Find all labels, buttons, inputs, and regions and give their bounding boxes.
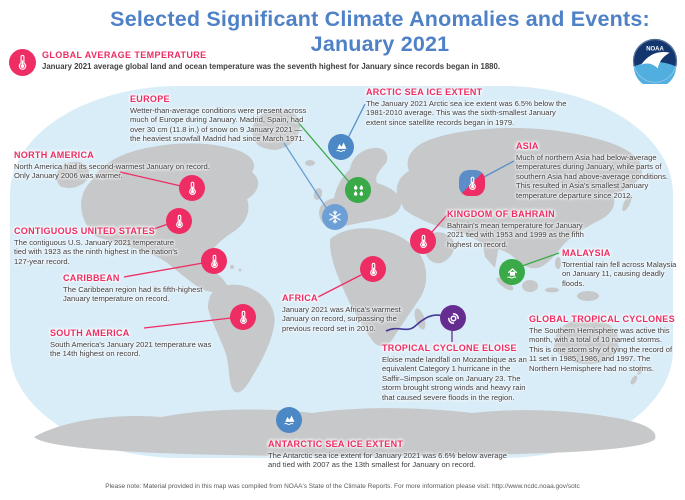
annotation-title-eloise: TROPICAL CYCLONE ELOISE: [382, 343, 517, 353]
thermometer-icon-caribbean: [201, 248, 227, 274]
thermometer-glyph: [185, 181, 200, 196]
noaa-logo-text: NOAA: [646, 46, 664, 53]
thermometer-glyph: [207, 254, 222, 269]
thermometer-glyph: [236, 310, 251, 325]
page-title: Selected Significant Climate Anomalies and Events: January 2021: [110, 7, 650, 56]
flooded-house-icon-malaysia: [499, 259, 525, 285]
thermometer-icon-bahrain: [410, 228, 436, 254]
annotation-body-malaysia: Torrential rain fell across Malaysia on January 11, causing deadly floods.: [562, 259, 677, 288]
annotation-body-antarctic: The Antarctic sea ice extent for January 2021 was 6.6% below average and tied with 2007 as the 13th smallest for January on record.: [268, 450, 507, 470]
thermometer-split-icon-asia: [459, 170, 485, 196]
island-java: [545, 288, 559, 293]
annotation-title-caribbean: CARIBBEAN: [63, 273, 120, 283]
snowflake-icon-spain: [322, 204, 348, 230]
raindrops-glyph: [350, 182, 367, 199]
thermometer-glyph: [416, 234, 431, 249]
annotation-body-africa: January 2021 was Africa's warmest January on record, surpassing the previous record set in 2010.: [282, 304, 401, 333]
annotation-title-asia: ASIA: [516, 141, 539, 151]
annotation-body-north-america: North America had its second-warmest January on record. Only January 2006 was warmer.: [14, 161, 210, 181]
thermometer-icon-south-america: [230, 304, 256, 330]
snowflake-glyph: [327, 209, 343, 225]
annotation-title-north-america: NORTH AMERICA: [14, 150, 95, 160]
iceberg-glyph: [333, 139, 350, 156]
annotation-title-bahrain: KINGDOM OF BAHRAIN: [447, 209, 555, 219]
noaa-logo: [632, 38, 678, 84]
annotation-title-antarctic: ANTARCTIC SEA ICE EXTENT: [268, 439, 404, 449]
annotation-body-south-america: South America's January 2021 temperature was the 14th highest on record.: [50, 339, 212, 359]
raindrops-icon-europe: [345, 177, 371, 203]
island-borneo: [522, 280, 538, 292]
thermometer-icon-africa: [360, 256, 386, 282]
global-header-body: January 2021 average global land and ocean temperature was the seventh highest for January since records began in 1880.: [42, 62, 501, 71]
annotation-asia: [516, 141, 674, 201]
annotation-body-europe: Wetter-than-average conditions were present across much of Europe during January. Madrid, Spain, had over 30 cm (11.8 in.) of snow on 9 January 2021 — the heaviest snowfall Madrid had since March 1971.: [130, 105, 307, 144]
annotation-title-europe: EUROPE: [130, 94, 170, 104]
annotation-body-asia: Much of northern Asia had below-average temperatures during January, while parts of southern Asia had above-average conditions. This resulted in Asia's smallest January temperature departure since 2012.: [516, 152, 668, 201]
island-philippines: [555, 257, 561, 269]
footer-note: Please note: Material provided in this map was compiled from NOAA's State of the Climate Reports. For more information please visit: http://www.ncdc.noaa.gov/sotc: [105, 483, 580, 490]
annotation-body-caribbean: The Caribbean region had its fifth-highest January temperature on record.: [63, 284, 203, 304]
annotation-body-contiguous-us: The contiguous U.S. January 2021 temperature tied with 1923 as the ninth highest in the nation's 127-year record.: [14, 237, 178, 266]
cyclone-glyph: [445, 310, 462, 327]
island-new-guinea: [577, 291, 599, 301]
annotation-title-global-cyclones: GLOBAL TROPICAL CYCLONES: [529, 314, 675, 324]
iceberg-icon-antarctic: [276, 407, 302, 433]
annotation-title-africa: AFRICA: [282, 293, 318, 303]
annotation-title-malaysia: MALAYSIA: [562, 248, 611, 258]
island-iceland: [305, 160, 315, 166]
annotation-title-arctic: ARCTIC SEA ICE EXTENT: [366, 87, 483, 97]
cyclone-icon-eloise: [440, 305, 466, 331]
annotation-global-cyclones: [529, 314, 675, 374]
annotation-europe: [130, 94, 312, 144]
annotation-body-eloise: Eloise made landfall on Mozambique as an equivalent Category 1 hurricane in the Saffir–Simpson scale on January 23. The storm brought strong winds and heavy rain that caused severe floods in the region.: [382, 354, 527, 403]
island-puerto-rico: [239, 269, 242, 272]
thermometer-icon-global: [9, 49, 36, 76]
thermometer-glyph: [366, 262, 381, 277]
iceberg-glyph: [281, 412, 298, 429]
annotation-contiguous-us: [14, 226, 188, 266]
annotation-south-america: [50, 328, 224, 359]
iceberg-icon-arctic: [328, 134, 354, 160]
annotation-arctic: [366, 87, 578, 127]
global-header-title: GLOBAL AVERAGE TEMPERATURE: [42, 50, 207, 60]
thermometer-glyph: [465, 176, 480, 191]
annotation-body-bahrain: Bahrain's mean temperature for January 2021 tied with 1953 and 1999 as the fifth highest on record.: [447, 220, 584, 249]
flooded-house-glyph: [504, 264, 521, 281]
annotation-body-arctic: The January 2021 Arctic sea ice extent was 6.5% below the 1981-2010 average. This was the sixth-smallest January extent since satellite records began in 1979.: [366, 98, 567, 127]
annotation-north-america: [14, 150, 210, 181]
annotation-eloise: [382, 343, 532, 403]
thermometer-glyph: [14, 54, 31, 71]
noaa-logo-graphic: [632, 38, 678, 84]
annotation-antarctic: [268, 439, 518, 470]
global-average-temperature-block: [42, 50, 512, 71]
annotation-title-contiguous-us: CONTIGUOUS UNITED STATES: [14, 226, 155, 236]
annotation-caribbean: [63, 273, 215, 304]
annotation-malaysia: [562, 248, 680, 288]
annotation-body-global-cyclones: The Southern Hemisphere was active this month, with a total of 10 named storms. This is one storm shy of tying the record of 11 set in 1985, 1986, and 1997. The Northern Hemisphere had no storms.: [529, 325, 673, 374]
annotation-title-south-america: SOUTH AMERICA: [50, 328, 130, 338]
annotation-africa: [282, 293, 404, 333]
annotation-bahrain: [447, 209, 589, 249]
island-hispaniola: [230, 265, 234, 269]
